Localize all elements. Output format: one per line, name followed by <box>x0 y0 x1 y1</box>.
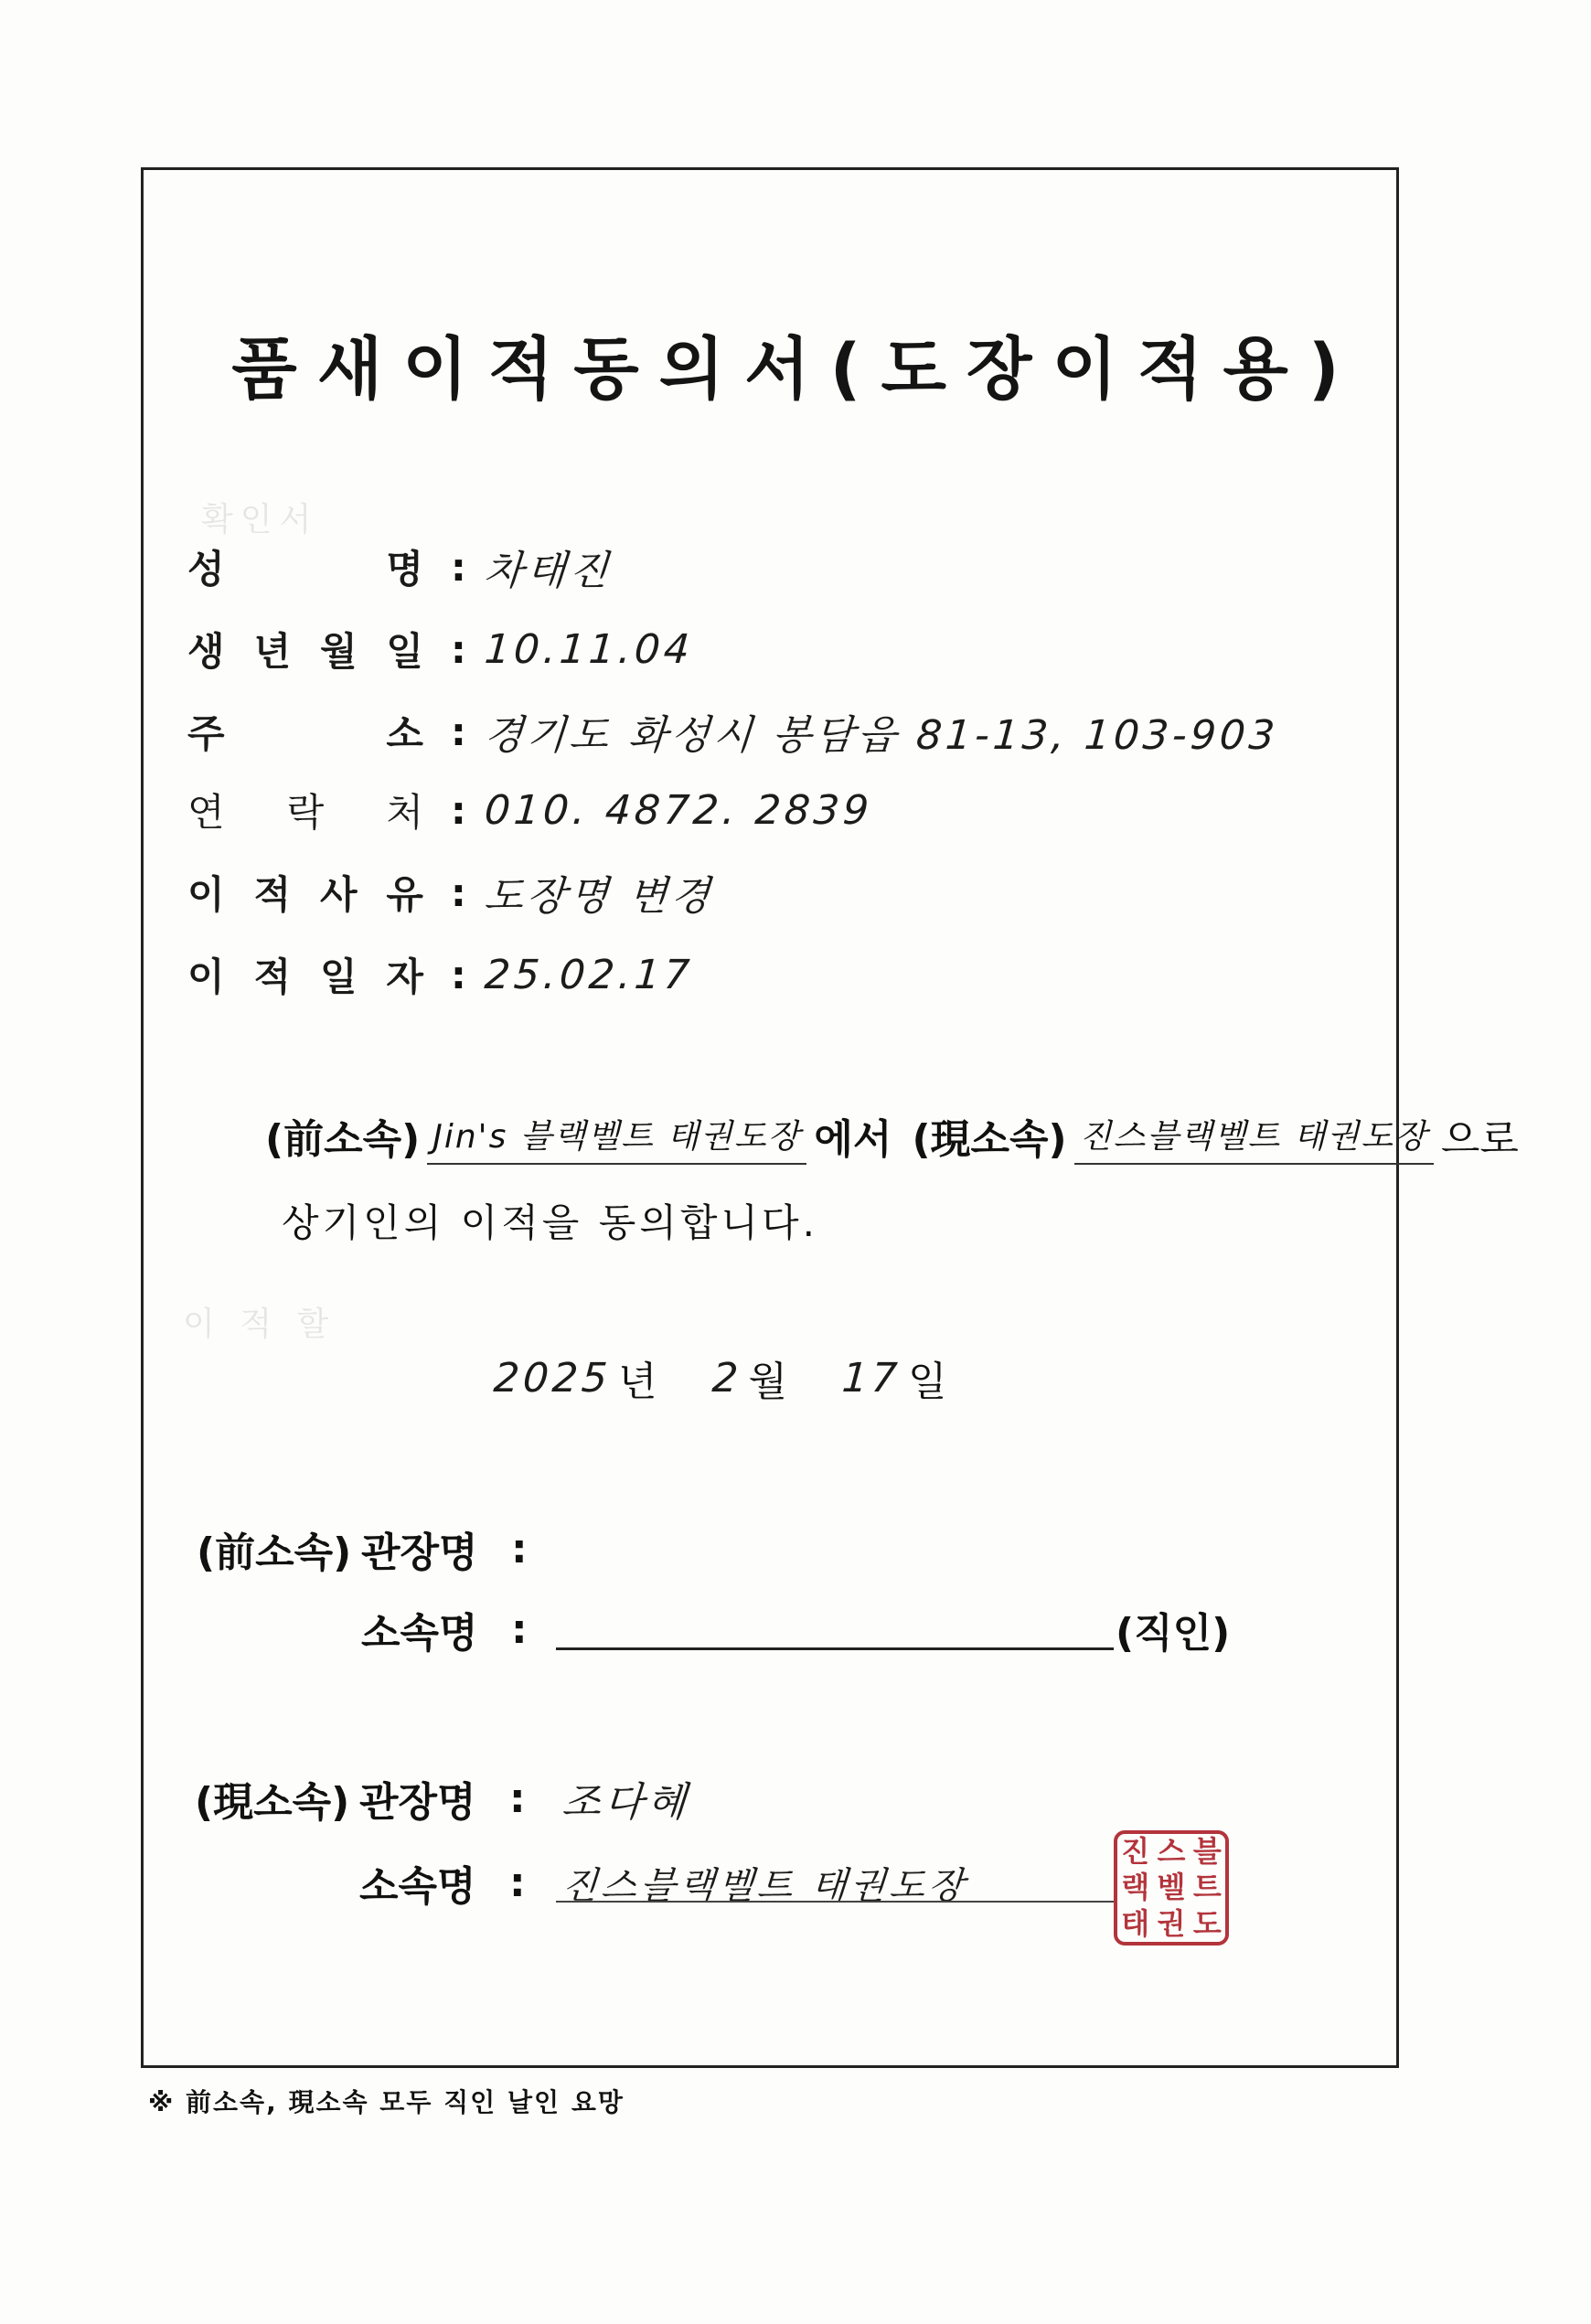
colon: : <box>451 709 466 754</box>
prev-name-row <box>361 1600 564 1658</box>
consent-sentence: 상기인의 이적을 동의합니다. <box>282 1200 818 1245</box>
consent-statement <box>265 1106 1519 1165</box>
seal-char: 벨 <box>1157 1870 1186 1905</box>
date-month-unit: 월 <box>748 1359 788 1405</box>
field-contact <box>187 783 872 837</box>
footnote: ※ 前소속, 現소속 모두 직인 날인 요망 <box>148 2087 625 2117</box>
date-day: 17 <box>840 1354 902 1402</box>
seal-char: 스 <box>1157 1834 1186 1869</box>
seal-char: 도 <box>1192 1905 1222 1941</box>
seal-placeholder: (직인) <box>1116 1610 1231 1657</box>
field-name-label: 성 명 <box>187 547 423 592</box>
field-birthdate <box>187 622 693 677</box>
signing-date <box>494 1349 1002 1407</box>
colon: : <box>451 787 466 833</box>
colon: : <box>451 626 466 672</box>
seal-char: 태 <box>1121 1905 1150 1941</box>
date-month: 2 <box>710 1354 743 1402</box>
field-transfer-reason-label: 이 적 사 유 <box>187 872 423 917</box>
colon: : <box>509 1859 526 1906</box>
field-contact-label: 연 락 처 <box>187 790 423 835</box>
field-transfer-date-label: 이 적 일 자 <box>187 954 423 999</box>
consent-prev-value: Jin's 블랙벨트 태권도장 <box>427 1111 806 1165</box>
date-year-unit: 년 <box>617 1359 657 1405</box>
prev-director-label: 관장명 <box>361 1530 478 1576</box>
bleed-through-text: 이 적 할 <box>183 1306 336 1343</box>
prev-affiliation-prefix: (前소속) <box>197 1530 352 1576</box>
seal-char: 트 <box>1192 1870 1222 1905</box>
consent-middle: 에서 <box>814 1116 892 1163</box>
field-birthdate-label: 생 년 월 일 <box>187 629 423 674</box>
field-transfer-date-value: 25.02.17 <box>483 951 695 998</box>
prev-name-label: 소속명 <box>361 1610 478 1657</box>
curr-name-row <box>359 1853 967 1912</box>
curr-name-label: 소속명 <box>359 1863 476 1910</box>
date-day-unit: 일 <box>908 1359 947 1405</box>
date-year: 2025 <box>492 1354 613 1402</box>
document-title: 품새이적동의서(도장이적용) <box>231 330 1360 409</box>
field-contact-value: 010. 4872. 2839 <box>483 786 874 834</box>
colon: : <box>509 1775 526 1822</box>
seal-char: 권 <box>1157 1905 1186 1941</box>
colon: : <box>451 544 466 590</box>
curr-affiliation-prefix: (現소속) <box>195 1779 350 1826</box>
prev-director-row <box>197 1519 564 1578</box>
field-birthdate-value: 10.11.04 <box>483 625 695 673</box>
seal-char: 블 <box>1192 1834 1222 1869</box>
colon: : <box>511 1605 528 1653</box>
seal-char: 진 <box>1121 1834 1150 1869</box>
consent-curr-value: 진스블랙벨트 태권도장 <box>1074 1111 1434 1165</box>
field-name <box>187 539 612 594</box>
curr-name-value: 진스블랙벨트 태권도장 <box>560 1864 969 1907</box>
colon: : <box>511 1525 528 1572</box>
field-address-value: 경기도 화성시 봉담읍 81-13, 103-903 <box>482 712 1280 759</box>
field-address <box>187 704 1278 759</box>
consent-curr-label: (現소속) <box>912 1116 1067 1163</box>
field-address-label: 주 소 <box>187 711 423 756</box>
field-name-value: 차태진 <box>482 548 614 594</box>
field-transfer-reason-value: 도장명 변경 <box>482 873 715 920</box>
curr-director-value: 조다혜 <box>560 1779 691 1826</box>
consent-suffix: 으로 <box>1440 1116 1519 1163</box>
official-seal-stamp <box>1114 1830 1229 1946</box>
seal-char: 랙 <box>1121 1870 1150 1905</box>
consent-prev-label: (前소속) <box>265 1116 421 1163</box>
curr-director-label: 관장명 <box>359 1779 476 1826</box>
colon: : <box>451 952 466 997</box>
curr-name-underline <box>556 1901 1114 1903</box>
bleed-through-text: 확인서 <box>201 501 319 538</box>
field-transfer-reason <box>187 865 713 920</box>
field-transfer-date <box>187 947 693 1002</box>
colon: : <box>451 869 466 915</box>
curr-director-row <box>195 1769 689 1828</box>
prev-name-underline <box>556 1647 1114 1650</box>
